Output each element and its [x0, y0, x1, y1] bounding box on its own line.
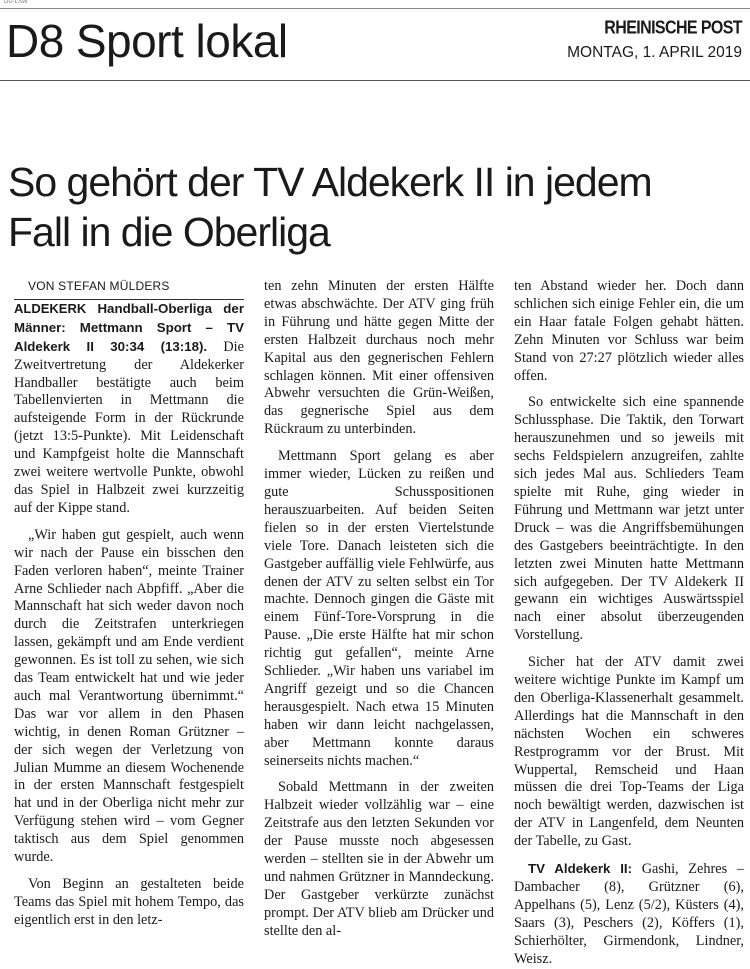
newspaper-name: RHEINISCHE POST	[604, 18, 742, 39]
column-2	[264, 278, 494, 941]
section-number: D8	[6, 15, 64, 67]
lineup	[514, 860, 744, 968]
column-3	[514, 278, 744, 969]
paragraph-1-text: Die Zweitvertretung der Aldekerker Handballer bestätigte auch beim Tabellenvierten in Mettmann die aufsteigende Form in der Rückrunde (jetzt 13:5-Punkte). Mit Leidenschaft und Kampfgeist holte die Mannschaft zwei weitere wertvolle Punkte, obwohl das Spiel in Halbzeit zwei kurzzeitig auf der Kippe stand.	[14, 338, 244, 516]
paragraph-3-end: ten zehn Minuten der ersten Hälfte etwas abschwächte. Der ATV ging früh in Führung und hätte gegen Mitte der ersten Halbzeit durchaus noch mehr Kapital aus den gegnerischen Fehlern schlagen können. Mit einer offensiven Abwehr versuchten die Grün-Weißen, das gegnerische Spiel aus dem Rückraum zu unterbinden.	[264, 278, 494, 438]
paragraph-5-end: ten Abstand wieder her. Doch dann schlichen sich einige Fehler ein, die um ein Haar fatale Folgen gehabt hätten. Zehn Minuten vor Schluss war beim Stand von 27:27 plötzlich wieder alles offen.	[514, 278, 744, 384]
byline: VON STEFAN MÜLDERS	[14, 278, 244, 300]
section-title: Sport lokal	[75, 15, 288, 67]
lineup-players: Gashi, Zehres – Dambacher (8), Grützner (6), Appelhans (5), Lenz (5/2), Küsters (4), Saars (3), Peschers (2), Köffers (1), Schierhölter, Girmendonk, Lindner, Weisz.	[514, 861, 744, 967]
article-headline: So gehört der TV Aldekerk II in jedem Fall in die Oberliga	[8, 159, 652, 255]
masthead	[567, 20, 742, 62]
header-rule	[0, 80, 750, 81]
column-1	[14, 278, 244, 930]
paragraph-2: „Wir haben gut gespielt, auch wenn wir nach der Pause ein bisschen den Faden verloren haben“, meinte Trainer Arne Schlieder nach Abpfiff. „Aber die Mannschaft hat sich weder davon noch durch die Zeitstrafen unterkriegen lassen, gekämpft und am Ende verdient gewonnen. Es ist toll zu sehen, wie sich das Team entwickelt hat und wie jeder auch mal Verantwortung übernimmt.“ Das war vor allem in den Phasen wichtig, in denen Roman Grützner – der sich wegen der Verletzung von Julian Mumme an diesem Wochenende in der ersten Mannschaft festgespielt hat und in der Oberliga nicht mehr zur Verfügung stehen wird – vom Gegner taktisch aus dem Spiel genommen wurde.	[14, 526, 244, 866]
lead: Handball-Oberliga der Männer: Mettmann Sport – TV Aldekerk II 30:34 (13:18).	[14, 300, 244, 354]
issue-date: MONTAG, 1. APRIL 2019	[567, 44, 742, 61]
top-rule	[0, 8, 750, 9]
page-label: DÜ-LSW	[4, 0, 28, 5]
lineup-team: TV Aldekerk II:	[528, 861, 633, 877]
paragraph-7: Sicher hat der ATV damit zwei weitere wichtige Punkte im Kampf um den Oberliga-Klassenerhalt gesammelt. Allerdings hat die Mannschaft in den nächsten Wochen ein schweres Restprogramm vor der Brust. Mit Wuppertal, Remscheid und Haan müssen die drei Top-Teams der Liga noch bewältigt werden, dazwischen ist der ATV in Langenfeld, dem Neunten der Tabelle, zu Gast.	[514, 654, 744, 850]
section-header	[6, 15, 288, 67]
paragraph-1	[14, 300, 244, 518]
article-body	[14, 278, 744, 967]
paragraph-4: Mettmann Sport gelang es aber immer wieder, Lücken zu reißen und gute Schusspositionen herauszuarbeiten. Auf beiden Seiten fielen so in der ersten Viertelstunde viele Tore. Danach leisteten sich die Gastgeber auffällig viele Fehlwürfe, aus denen der ATV zu selten selbst ein Tor machte. Dennoch gingen die Gäste mit einem Fünf-Tore-Vorsprung in die Pause. „Die erste Hälfte hat mir schon richtig gut gefallen“, meinte Arne Schlieder. „Wir haben uns variabel im Angriff gezeigt und so die Chancen herausgespielt. Nach etwa 15 Minuten haben wir dann leicht nachgelassen, aber Mettmann konnte daraus seinerseits nichts machen.“	[264, 448, 494, 769]
paragraph-3-start: Von Beginn an gestalteten beide Teams das Spiel mit hohem Tempo, das eigentlich erst in den letz-	[14, 876, 244, 928]
paragraph-6: So entwickelte sich eine spannende Schlussphase. Die Taktik, den Torwart herauszunehmen und so jeweils mit sechs Feldspielern anzugreifen, zahlte sich jedes Mal aus. Schlieders Team spielte mit Ruhe, ging wieder in Führung und Mettmann war jetzt unter Druck – was die Angriffsbemühungen des Gastgebers beeinträchtigte. In den letzten zwei Minuten hatte Mettmann sich aufgegeben. Der TV Aldekerk II gewann ein wichtiges Auswärtsspiel nach einer absolut überzeugenden Vorstellung.	[514, 394, 744, 644]
dateline: ALDEKERK	[14, 300, 87, 316]
paragraph-5-start: Sobald Mettmann in der zweiten Halbzeit wieder vollzählig war – eine Zeitstrafe aus den letzten Sekunden vor der Pause musste noch abgesessen werden – stellten sie in der Abwehr um und nahmen Grützner in Manndeckung. Der Gastgeber verkürzte zunächst prompt. Der ATV blieb am Drücker und stellte den al-	[264, 779, 494, 939]
